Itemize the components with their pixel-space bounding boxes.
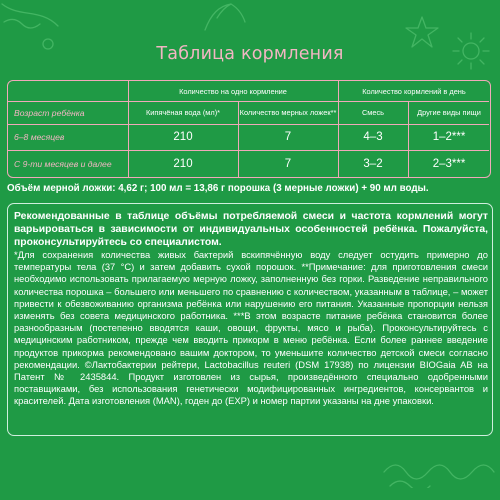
- row-age: С 9-ти месяцев и далее: [14, 158, 112, 169]
- doodle-palm-icon: [195, 0, 265, 32]
- doodle-wave-icon: [380, 448, 495, 488]
- group-header-per-day: Количество кормлений в день: [362, 86, 466, 96]
- row-spoons: 7: [284, 131, 292, 143]
- feeding-table: [7, 80, 491, 178]
- notes-box: [7, 203, 493, 436]
- row-spoons: 7: [284, 157, 292, 170]
- row-water: 210: [173, 131, 193, 143]
- notes-body: *Для сохранения количества живых бактерий вскипячённую воду следует остудить примерно до температуры тела (37 °C) и затем добавить сухой порошок. **Примечание: для приготовления смеси необходимо использовать прилагаемую мерную ложку, заполненную без горки. Разведение неправильного количества порошка – большего или меньшего по сравнению с количеством, указанным в таблице, – может привести к обезвоживанию организма ребёнка или нарушению его питания. Указанные пропорции нельзя изменять без совета медицинского работника. ***В этом возрасте питание ребёнка становится более разнообразным (постепенно вводятся каши, овощи, фрукты, мясо и рыба). Проконсультируйтесь с медицинским работником, прежде чем вводить прикорм в меню ребёнка. Если более раннее введение продуктов прикорма рекомендовано вашим доктором, то уменьшите количество детской смеси согласно рекомендации. ©Лактобактерии рейтери, Lactobacillus reuteri (DSM 17938) по лицензии BIOGaia AB на Патент № 2435844. Продукт изготовлен из сырья, произведённого специально одобренными поставщиками, без использования генетически модифицированных ингредиентов, консервантов и красителей. Дата изготовления (MAN), годен до (EXP) и номер партии указаны на дне упаковки.: [14, 249, 488, 407]
- row-other-food: 1–2***: [432, 131, 466, 143]
- column-other-food: Другие виды пищи: [417, 108, 481, 117]
- column-water: Кипячёная вода (мл)*: [145, 108, 221, 117]
- page-title: Таблица кормления: [156, 44, 344, 64]
- group-header-per-feeding: Количество на одно кормление: [179, 86, 287, 96]
- age-header: Возраст ребёнка: [14, 107, 85, 118]
- row-age: 6–8 месяцев: [14, 132, 65, 142]
- column-spoons: Количество мерных ложек**: [239, 108, 337, 117]
- row-other-food: 2–3***: [432, 157, 466, 170]
- row-formula: 3–2: [363, 157, 383, 170]
- notes-warning: Рекомендованные в таблице объёмы потребляемой смеси и частота кормлений могут варьироваться в зависимости от индивидуальных особенностей ребёнка. Пожалуйста, проконсультируйтесь со специалистом.: [14, 211, 488, 248]
- column-formula: Смесь: [361, 108, 385, 117]
- row-formula: 4–3: [363, 131, 383, 143]
- measuring-spoon-note: Объём мерной ложки: 4,62 г; 100 мл = 13,86 г порошка (3 мерные ложки) + 90 мл воды.: [7, 183, 429, 194]
- row-water: 210: [173, 157, 193, 170]
